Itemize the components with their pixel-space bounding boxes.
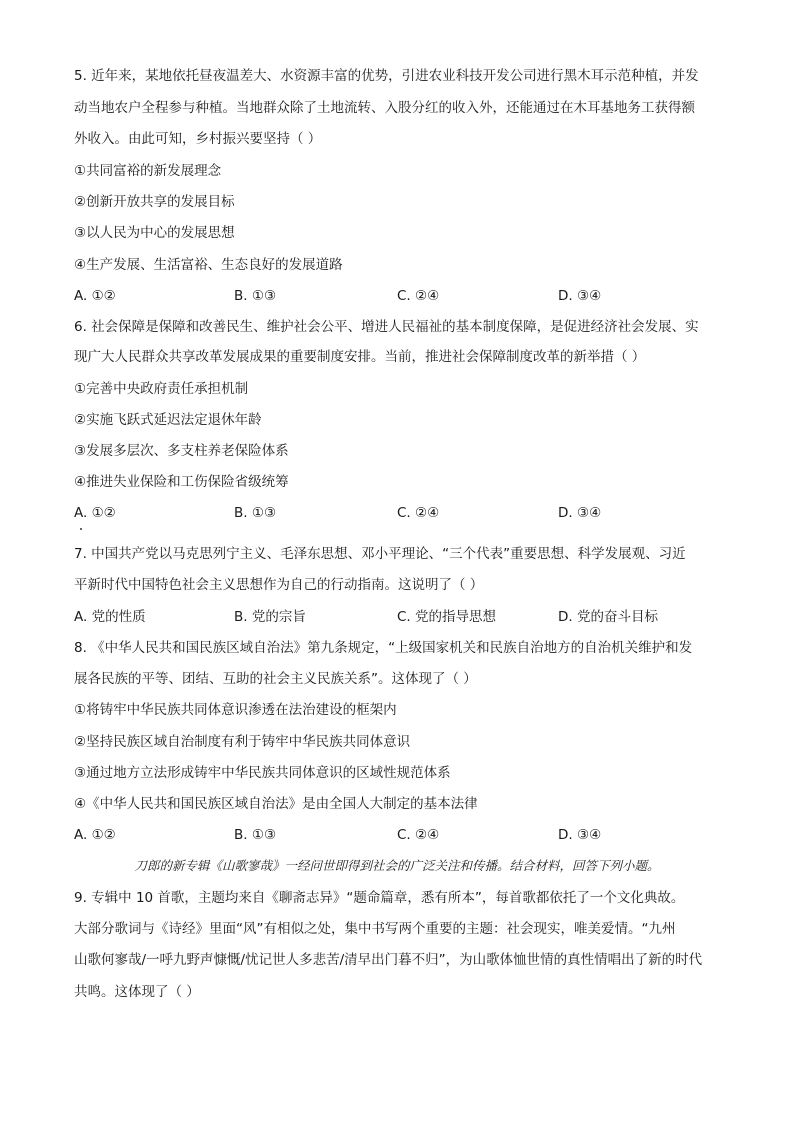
q8-option-a[interactable]: A. ①②: [74, 827, 116, 843]
q5-option-c[interactable]: C. ②④: [397, 288, 440, 304]
q9-stem-line-4: 共鸣。这体现了（ ）: [74, 984, 200, 1000]
q8-stem-line-1: 8. 《中华人民共和国民族区域自治法》第九条规定，“上级国家机关和民族自治地方的自治机关维护和发: [74, 640, 693, 656]
q8-item-3: ③通过地方立法形成铸牢中华民族共同体意识的区域性规范体系: [74, 765, 451, 781]
q9-stem-line-3: 山歌何寥哉/一呼九野声慷慨/忧记世人多悲苦/清早出门暮不归”，为山歌体恤世情的真性情唱出了新的时代: [74, 952, 703, 968]
material-intro: 刀郎的新专辑《山歌寥哉》一经问世即得到社会的广泛关注和传播。结合材料，回答下列小题。: [134, 858, 660, 873]
stray-dot-mark: [80, 528, 82, 530]
q5-item-2: ②创新开放共享的发展目标: [74, 194, 235, 210]
q6-item-3: ③发展多层次、多支柱养老保险体系: [74, 443, 289, 459]
q8-option-b[interactable]: B. ①③: [234, 827, 277, 843]
q6-option-d[interactable]: D. ③④: [558, 505, 602, 521]
q9-stem-line-1: 9. 专辑中 10 首歌，主题均来自《聊斋志异》“题命篇章，悉有所本”，每首歌都依托了一个文化典故。: [74, 890, 685, 906]
q5-item-4: ④生产发展、生活富裕、生态良好的发展道路: [74, 257, 343, 273]
q6-stem-line-2: 现广大人民群众共享改革发展成果的重要制度安排。当前，推进社会保障制度改革的新举措（ ）: [74, 349, 646, 365]
q6-option-b[interactable]: B. ①③: [234, 505, 277, 521]
q7-option-c[interactable]: C. 党的指导思想: [397, 609, 497, 625]
q6-item-1: ①完善中央政府责任承担机制: [74, 381, 249, 397]
q5-item-1: ①共同富裕的新发展理念: [74, 163, 222, 179]
q6-option-c[interactable]: C. ②④: [397, 505, 440, 521]
q6-options: [74, 503, 734, 523]
q7-stem-line-1: 7. 中国共产党以马克思列宁主义、毛泽东思想、邓小平理论、“三个代表”重要思想、科学发展观、习近: [74, 546, 686, 562]
q8-option-c[interactable]: C. ②④: [397, 827, 440, 843]
q6-option-a[interactable]: A. ①②: [74, 505, 116, 521]
q7-options: [74, 607, 734, 627]
q5-stem-line-1: 5. 近年来，某地依托昼夜温差大、水资源丰富的优势，引进农业科技开发公司进行黑木耳示范种植，并发: [74, 68, 699, 84]
q5-stem-line-2: 动当地农户全程参与种植。当地群众除了土地流转、入股分红的收入外，还能通过在木耳基地务工获得额: [74, 100, 695, 116]
q5-option-b[interactable]: B. ①③: [234, 288, 277, 304]
q5-option-a[interactable]: A. ①②: [74, 288, 116, 304]
q7-option-b[interactable]: B. 党的宗旨: [234, 609, 306, 625]
q8-item-1: ①将铸牢中华民族共同体意识渗透在法治建设的框架内: [74, 702, 397, 718]
q5-stem-line-3: 外收入。由此可知，乡村振兴要坚持（ ）: [74, 131, 322, 147]
q6-item-2: ②实施飞跃式延迟法定退休年龄: [74, 412, 262, 428]
q5-options: [74, 286, 734, 306]
q8-options: [74, 825, 734, 845]
q7-option-a[interactable]: A. 党的性质: [74, 609, 146, 625]
q8-item-2: ②坚持民族区域自治制度有利于铸牢中华民族共同体意识: [74, 734, 411, 750]
q8-item-4: ④《中华人民共和国民族区域自治法》是由全国人大制定的基本法律: [74, 796, 478, 812]
q6-stem-line-1: 6. 社会保障是保障和改善民生、维护社会公平、增进人民福祉的基本制度保障，是促进经济社会发展、实: [74, 319, 699, 335]
q5-item-3: ③以人民为中心的发展思想: [74, 225, 235, 241]
q6-item-4: ④推进失业保险和工伤保险省级统筹: [74, 474, 289, 490]
q9-stem-line-2: 大部分歌词与《诗经》里面“风”有相似之处，集中书写两个重要的主题：社会现实，唯美爱情。“九州: [74, 921, 676, 937]
q8-option-d[interactable]: D. ③④: [558, 827, 602, 843]
q8-stem-line-2: 展各民族的平等、团结、互助的社会主义民族关系”。这体现了（ ）: [74, 671, 477, 687]
q5-option-d[interactable]: D. ③④: [558, 288, 602, 304]
q7-stem-line-2: 平新时代中国特色社会主义思想作为自己的行动指南。这说明了（ ）: [74, 577, 484, 593]
q7-option-d[interactable]: D. 党的奋斗目标: [558, 609, 658, 625]
